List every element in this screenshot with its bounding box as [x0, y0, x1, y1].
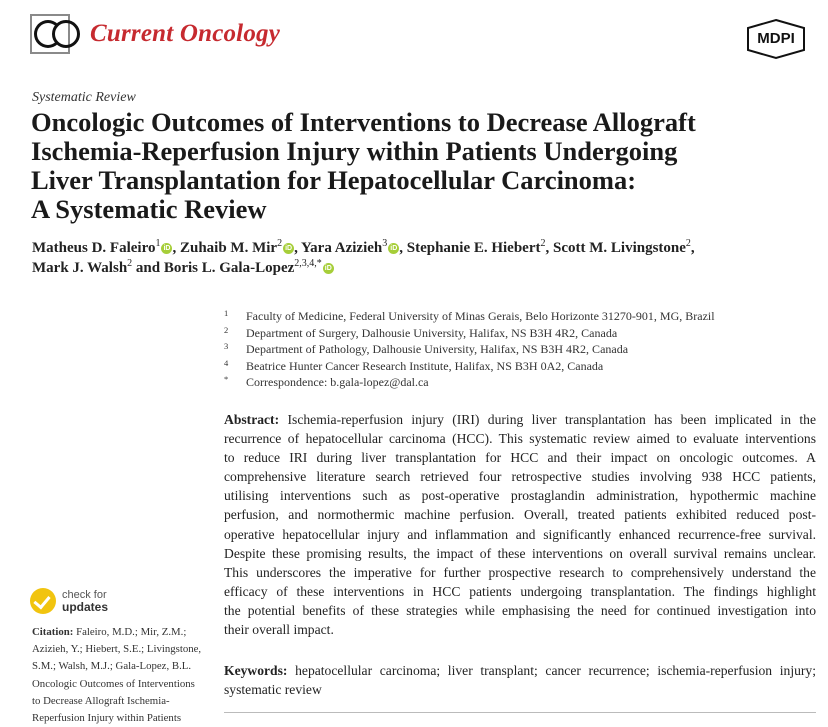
- citation-label: Citation:: [32, 626, 74, 638]
- abstract-line: to reduce IRI during liver transplantation for HCC and their impact on oncologic outcomes. A: [224, 450, 816, 466]
- author-sep: ,: [294, 240, 302, 256]
- keywords: [224, 661, 816, 699]
- abstract-line: Despite these promising results, the impact of these interventions on overall survival remains unclear.: [224, 545, 816, 561]
- citation-line: Azizieh, Y.; Hiebert, S.E.; Livingstone,: [32, 643, 202, 656]
- author-name[interactable]: Yara Azizieh: [301, 240, 383, 256]
- abstract-line: operative hepatocellular injury and inflammation and significantly enhanced recurrence-free survival.: [224, 526, 816, 542]
- orcid-icon[interactable]: iD: [390, 245, 398, 252]
- author-list: [32, 238, 812, 278]
- check-updates-line2: updates: [62, 600, 109, 614]
- author-affil-sup: 2: [277, 238, 283, 249]
- affiliation-item: [224, 341, 814, 358]
- article-type: Systematic Review: [32, 90, 136, 105]
- abstract: [224, 410, 816, 639]
- author-affil-sup: 2: [685, 238, 691, 249]
- title-line: Ischemia-Reperfusion Injury within Patients Undergoing: [31, 136, 678, 166]
- check-for-updates-button[interactable]: [30, 588, 108, 614]
- mdpi-logo: [745, 18, 807, 60]
- author-name[interactable]: Boris L. Gala-Lopez: [163, 260, 295, 276]
- affiliation-num: 3: [224, 341, 229, 351]
- author-sep: ,: [172, 240, 180, 256]
- citation-line: to Decrease Allograft Ischemia-: [32, 694, 170, 707]
- affiliation-num: *: [224, 374, 229, 384]
- keywords-label: Keywords:: [224, 663, 288, 678]
- affiliation-item: [224, 308, 814, 325]
- abstract-line: This underscores the imperative for further prospective research to comprehensively understand the: [224, 564, 816, 580]
- author-sep: ,: [690, 240, 695, 256]
- affiliation-num: 4: [224, 357, 229, 368]
- citation: [32, 624, 222, 727]
- affiliation-text: Faculty of Medicine, Federal University of Minas Gerais, Belo Horizonte 31270-901, MG, Brazil: [246, 309, 715, 323]
- journal-name: Current Oncology: [90, 20, 281, 47]
- abstract-line: Ischemia-reperfusion injury (IRI) during liver transplantation has been implicated in the: [287, 412, 816, 427]
- journal-logo-mark: [30, 12, 84, 56]
- author-affil-sup: 1: [155, 238, 161, 249]
- journal-logo: [30, 12, 280, 56]
- author-sep: ,: [399, 240, 407, 256]
- orcid-icon[interactable]: iD: [163, 245, 171, 252]
- mdpi-logo-text: MDPI: [757, 30, 795, 47]
- citation-line: Faleiro, M.D.; Mir, Z.M.;: [76, 626, 187, 638]
- abstract-label: Abstract:: [224, 412, 280, 427]
- author-name[interactable]: Zuhaib M. Mir: [179, 240, 278, 256]
- citation-line: S.M.; Walsh, M.J.; Gala-Lopez, B.L.: [32, 660, 192, 673]
- author-affil-sup: 2: [127, 258, 133, 269]
- author-sep: and: [132, 260, 164, 276]
- affiliation-item: [224, 358, 814, 375]
- orcid-icon[interactable]: iD: [285, 245, 293, 252]
- title-line: A Systematic Review: [31, 194, 267, 224]
- author-affil-sup: 3: [382, 238, 388, 249]
- correspondence-email[interactable]: Correspondence: b.gala-lopez@dal.ca: [246, 375, 429, 389]
- correspondence: [224, 374, 814, 391]
- author-name[interactable]: Matheus D. Faleiro: [32, 240, 156, 256]
- abstract-line: utilising interventions such as post-operative prostaglandin administration, hypothermic machine: [224, 488, 816, 504]
- affiliation-text: Beatrice Hunter Cancer Research Institute, Halifax, NS B3H 0A2, Canada: [246, 358, 604, 373]
- affiliation-item: [224, 325, 814, 342]
- affiliation-num: 1: [224, 308, 229, 318]
- check-updates-icon: [30, 588, 56, 614]
- author-name[interactable]: Stephanie E. Hiebert: [406, 240, 541, 256]
- author-affil-sup: 2,3,4,*: [294, 258, 322, 269]
- affiliation-text: Department of Surgery, Dalhousie University, Halifax, NS B3H 4R2, Canada: [246, 325, 618, 340]
- keywords-line: systematic review: [224, 682, 322, 698]
- citation-line: Oncologic Outcomes of Interventions: [32, 677, 195, 690]
- abstract-line: efficacy of these interventions in HCC patients undergoing transplantation. The findings highlight: [224, 583, 816, 599]
- title-line: Oncologic Outcomes of Interventions to Decrease Allograft: [31, 107, 696, 137]
- section-divider: [224, 712, 816, 713]
- abstract-line: comprehensive literature search retrieved four retrospective studies involving 938 HCC patients,: [224, 469, 816, 485]
- abstract-line: the potential benefits of these strategies while emphasising the need for continued investigation into: [224, 602, 816, 618]
- author-sep: ,: [545, 240, 553, 256]
- abstract-line: recurrence of hepatocellular carcinoma (HCC). This systematic review aimed to evaluate interventions: [224, 431, 816, 447]
- author-affil-sup: 2: [540, 238, 546, 249]
- author-name[interactable]: Scott M. Livingstone: [553, 240, 686, 256]
- affiliations: [224, 308, 814, 391]
- citation-line: Reperfusion Injury within Patients: [32, 712, 182, 725]
- title-line: Liver Transplantation for Hepatocellular Carcinoma:: [31, 165, 637, 195]
- article-title: [31, 108, 811, 224]
- check-updates-line1: check for: [62, 589, 107, 601]
- abstract-line: their overall impact.: [224, 622, 334, 638]
- author-name[interactable]: Mark J. Walsh: [32, 260, 128, 276]
- abstract-line: perfusion, and normothermic machine perfusion. Overall, treated patients exhibited reduced post-: [224, 507, 816, 523]
- affiliation-text: Department of Pathology, Dalhousie University, Halifax, NS B3H 4R2, Canada: [246, 342, 629, 356]
- affiliation-num: 2: [224, 324, 229, 335]
- keywords-line: hepatocellular carcinoma; liver transplant; cancer recurrence; ischemia-reperfusion injury;: [295, 663, 816, 678]
- orcid-icon[interactable]: iD: [324, 265, 332, 272]
